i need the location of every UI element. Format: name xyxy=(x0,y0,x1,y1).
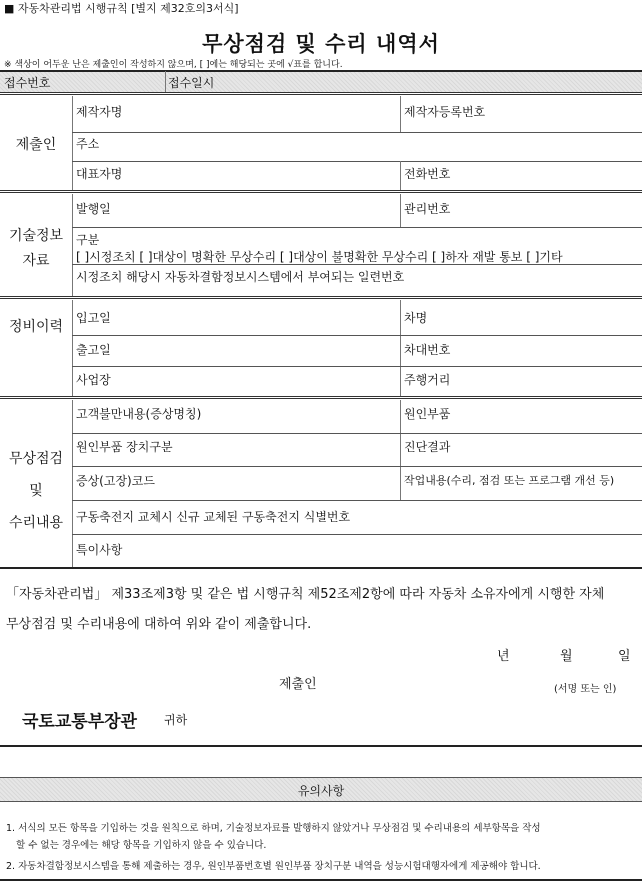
vin-field[interactable]: 차대번호 xyxy=(404,343,451,357)
work-content-field[interactable]: 작업내용(수리, 점검 또는 프로그램 개선 등) xyxy=(404,474,615,487)
rep-name-field[interactable]: 대표자명 xyxy=(76,167,123,181)
out-date-field[interactable]: 출고일 xyxy=(76,343,111,357)
complaint-field[interactable]: 고객불만내용(증상명칭) xyxy=(76,407,202,421)
maintenance-section-label: 정비이력 xyxy=(8,319,64,335)
page-title: 무상점검 및 수리 내역서 xyxy=(202,32,440,56)
category-options[interactable]: [ ]시정조치 [ ]대상이 명확한 무상수리 [ ]대상이 불명확한 무상수리 [ ]하자 재발 통보 [ ]기타 xyxy=(76,250,563,264)
phone-field[interactable]: 전화번호 xyxy=(404,167,451,181)
mgmt-no-field[interactable]: 관리번호 xyxy=(404,202,451,216)
declaration-line-2: 무상점검 및 수리내용에 대하여 위와 같이 제출합니다. xyxy=(6,617,312,632)
receipt-date-label: 접수일시 xyxy=(168,76,215,90)
battery-id-field[interactable]: 구동축전지 교체시 신규 교체된 구동축전지 식별번호 xyxy=(76,510,351,524)
mileage-field[interactable]: 주행거리 xyxy=(404,373,451,387)
cause-part-device-field[interactable]: 원인부품 장치구분 xyxy=(76,440,173,454)
receipt-number-label: 접수번호 xyxy=(4,76,51,90)
repair-section-label: 무상점검 및 수리내용 xyxy=(8,451,64,532)
note-line-2: 2. 자동차결함정보시스템을 통해 제출하는 경우, 원인부품번호별 원인부품 장치구분 내역을 성능시험대행자에게 제공해야 합니다. xyxy=(6,861,541,872)
cause-part-field[interactable]: 원인부품 xyxy=(404,407,451,421)
diagnosis-field[interactable]: 진단결과 xyxy=(404,440,451,454)
category-label: 구분 xyxy=(76,233,100,247)
date-year-label: 년 xyxy=(497,649,510,664)
instruction-note: ※ 색상이 어두운 난은 제출인이 작성하지 않으며, [ ]에는 해당되는 곳에 √표를 합니다. xyxy=(4,60,343,70)
declaration-line-1: 「자동차관리법」 제33조제3항 및 같은 법 시행규칙 제52조제2항에 따라 자동차 소유자에게 시행한 자체 xyxy=(6,587,605,602)
recipient-honorific: 귀하 xyxy=(164,713,188,727)
submitter-signature-label: 제출인 xyxy=(279,677,317,692)
note-line-1b: 할 수 없는 경우에는 해당 항목을 기입하지 않을 수 있습니다. xyxy=(16,840,267,851)
symptom-code-field[interactable]: 증상(고장)코드 xyxy=(76,474,155,488)
date-day-label: 일 xyxy=(618,649,631,664)
note-line-1: 1. 서식의 모든 항목을 기입하는 것을 원칙으로 하며, 기술정보자료를 발행하지 않았거나 무상점검 및 수리내용의 세부항목을 작성 xyxy=(6,823,541,834)
in-date-field[interactable]: 입고일 xyxy=(76,311,111,325)
car-name-field[interactable]: 차명 xyxy=(404,311,428,325)
recall-no-field[interactable]: 시정조치 해당시 자동차결함정보시스템에서 부여되는 일련번호 xyxy=(76,270,405,284)
business-field[interactable]: 사업장 xyxy=(76,373,111,387)
remarks-field[interactable]: 특이사항 xyxy=(76,543,123,557)
maker-reg-no-field[interactable]: 제작자등록번호 xyxy=(404,105,486,119)
receipt-row xyxy=(0,70,642,92)
address-field[interactable]: 주소 xyxy=(76,137,100,151)
tech-info-section-label: 기술정보 자료 xyxy=(8,228,64,269)
date-month-label: 월 xyxy=(560,649,573,664)
form-code: ■ 자동차관리법 시행규칙 [별지 제32호의3서식] xyxy=(4,2,239,15)
notes-title: 유의사항 xyxy=(297,784,345,798)
recipient: 국토교통부장관 xyxy=(22,712,137,732)
issue-date-field[interactable]: 발행일 xyxy=(76,202,111,216)
submitter-section-label: 제출인 xyxy=(15,137,57,153)
maker-name-field[interactable]: 제작자명 xyxy=(76,105,123,119)
sign-note: (서명 또는 인) xyxy=(554,684,617,695)
